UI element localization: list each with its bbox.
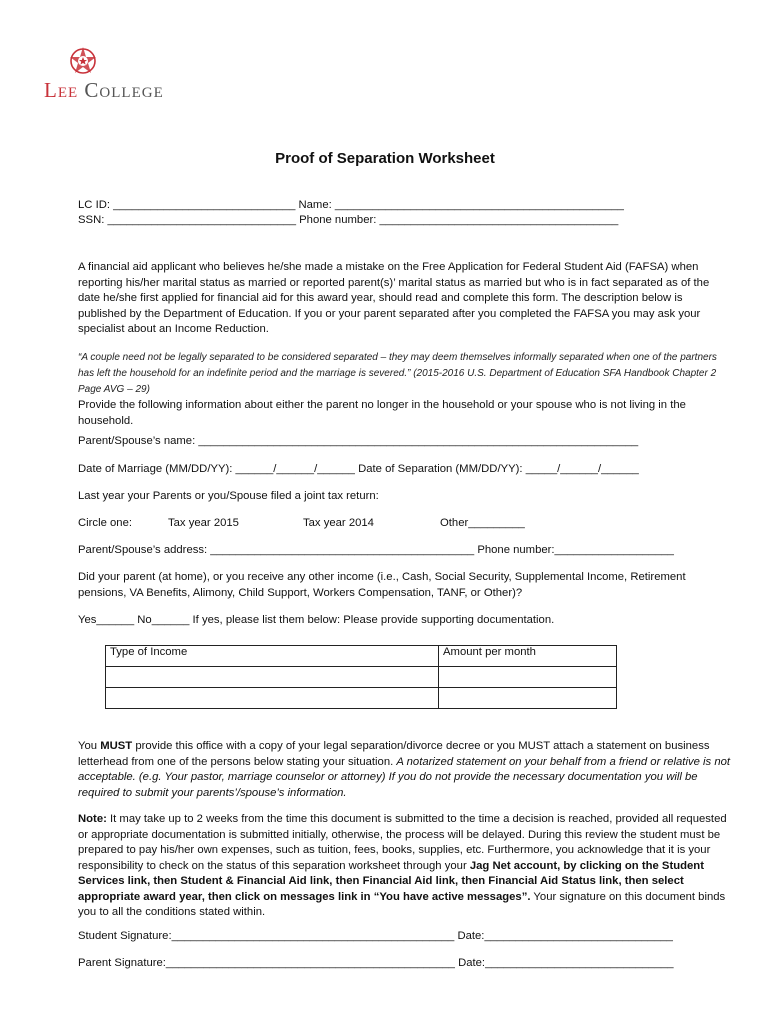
table-cell-amount[interactable]	[439, 667, 617, 688]
tax-year-other-option[interactable]: Other_________	[440, 517, 525, 529]
spouse-name-field[interactable]: Parent/Spouse’s name: ______________________________________________________________________	[78, 435, 639, 447]
table-cell-amount[interactable]	[439, 688, 617, 709]
table-cell-type[interactable]	[106, 688, 439, 709]
table-row	[106, 688, 617, 709]
provide-info-text: Provide the following information about either the parent no longer in the household or your spouse who is not living in the household.	[78, 399, 686, 427]
handbook-quote: “A couple need not be legally separated to be considered separated – they may deem themselves informally separated when one of the partners has left the household for an indefinite period and the marriage is severed.” (2015-2016 U.S. Department of Education SFA Handbook Chapter 2 Page AVG – 29)	[78, 352, 717, 395]
id-row-ssn-phone[interactable]: SSN: ______________________________ Phone number: ______________________________________	[78, 214, 619, 226]
must-italic-notice: A notarized statement on your behalf from a friend or relative is not acceptable. (e.g. Your pastor, marriage counselor or attorney) If you do not provide the necessary documentation you will be required to submit your parents’/spouse’s information.	[78, 755, 731, 799]
yes-no-income-field[interactable]: Yes______ No______ If yes, please list them below: Please provide supporting documentation.	[78, 614, 555, 626]
student-signature-field[interactable]: Student Signature:_____________________________________________ Date:______________________________	[78, 930, 673, 942]
spouse-address-field[interactable]: Parent/Spouse’s address: __________________________________________ Phone number:___________________	[78, 544, 674, 556]
note-text-2: Your signature on this document binds you to all the conditions stated within.	[78, 890, 726, 918]
table-header-row	[106, 646, 617, 667]
joint-tax-question: Last year your Parents or you/Spouse filed a joint tax return:	[78, 490, 379, 502]
must-text-start: You	[78, 740, 101, 752]
must-text-middle: provide this office with a copy of your legal separation/divorce decree or you MUST attach a statement on business letterhead from one of the persons below stating your situation.	[78, 740, 710, 768]
id-row-lcid-name[interactable]: LC ID: _____________________________ Name: ______________________________________________	[78, 199, 624, 211]
note-paragraph	[78, 812, 736, 921]
table-cell-type[interactable]	[106, 667, 439, 688]
table-header-amount-per-month: Amount per month	[439, 646, 617, 667]
income-table	[105, 645, 617, 709]
must-emphasis: MUST	[100, 740, 133, 752]
star-seal-icon	[66, 44, 100, 78]
other-income-question: Did your parent (at home), or you receive any other income (i.e., Cash, Social Security, Supplemental Income, Retirement pensions, VA Benefits, Alimony, Child Support, Workers Compensation, TANF, or Other)?	[78, 571, 686, 599]
note-label: Note:	[78, 813, 107, 825]
tax-year-2014-option[interactable]: Tax year 2014	[303, 517, 374, 529]
intro-paragraph: A financial aid applicant who believes he/she made a mistake on the Free Application for Federal Student Aid (FAFSA) when reporting his/her marital status as married or reported parent(s)’ marital status as married but who is in fact separated as of the date he/she first applied for financial aid for this award year, should read and complete this form. The description below is published by the Department of Education. If you or your parent separated after you completed the FAFSA you may ask your specialist about an Income Reduction.	[78, 261, 710, 335]
note-text-1: It may take up to 2 weeks from the time this document is submitted to the time a decision is reached, provided all requested or appropriate documentation is submitted initially, otherwise, the process will be delayed. During this review the student must be prepared to pay his/her own expenses, such as tuition, fees, books, supplies, etc. Furthermore, you acknowledge that it is your responsibility to check on the status of this separation worksheet through your	[78, 813, 727, 872]
tax-year-2015-option[interactable]: Tax year 2015	[168, 517, 239, 529]
college-logo	[44, 44, 184, 104]
logo-text-college: College	[84, 78, 164, 102]
note-jagnet-instructions: Jag Net account, by clicking on the Student Services link, then Student & Financial Aid link, then Financial Aid link, then Financial Aid Status link, then select appropriate award year, then click on messages link in “You have active messages”.	[78, 859, 704, 903]
documentation-requirement-paragraph	[78, 739, 738, 801]
circle-one-label: Circle one:	[78, 517, 132, 529]
logo-text-lee: Lee	[44, 78, 79, 102]
table-row	[106, 667, 617, 688]
page-title: Proof of Separation Worksheet	[275, 150, 495, 167]
parent-signature-field[interactable]: Parent Signature:______________________________________________ Date:______________________________	[78, 957, 674, 969]
marriage-separation-dates-field[interactable]: Date of Marriage (MM/DD/YY): ______/______/______ Date of Separation (MM/DD/YY): _____/______/______	[78, 463, 639, 475]
table-header-type-of-income: Type of Income	[106, 646, 439, 667]
